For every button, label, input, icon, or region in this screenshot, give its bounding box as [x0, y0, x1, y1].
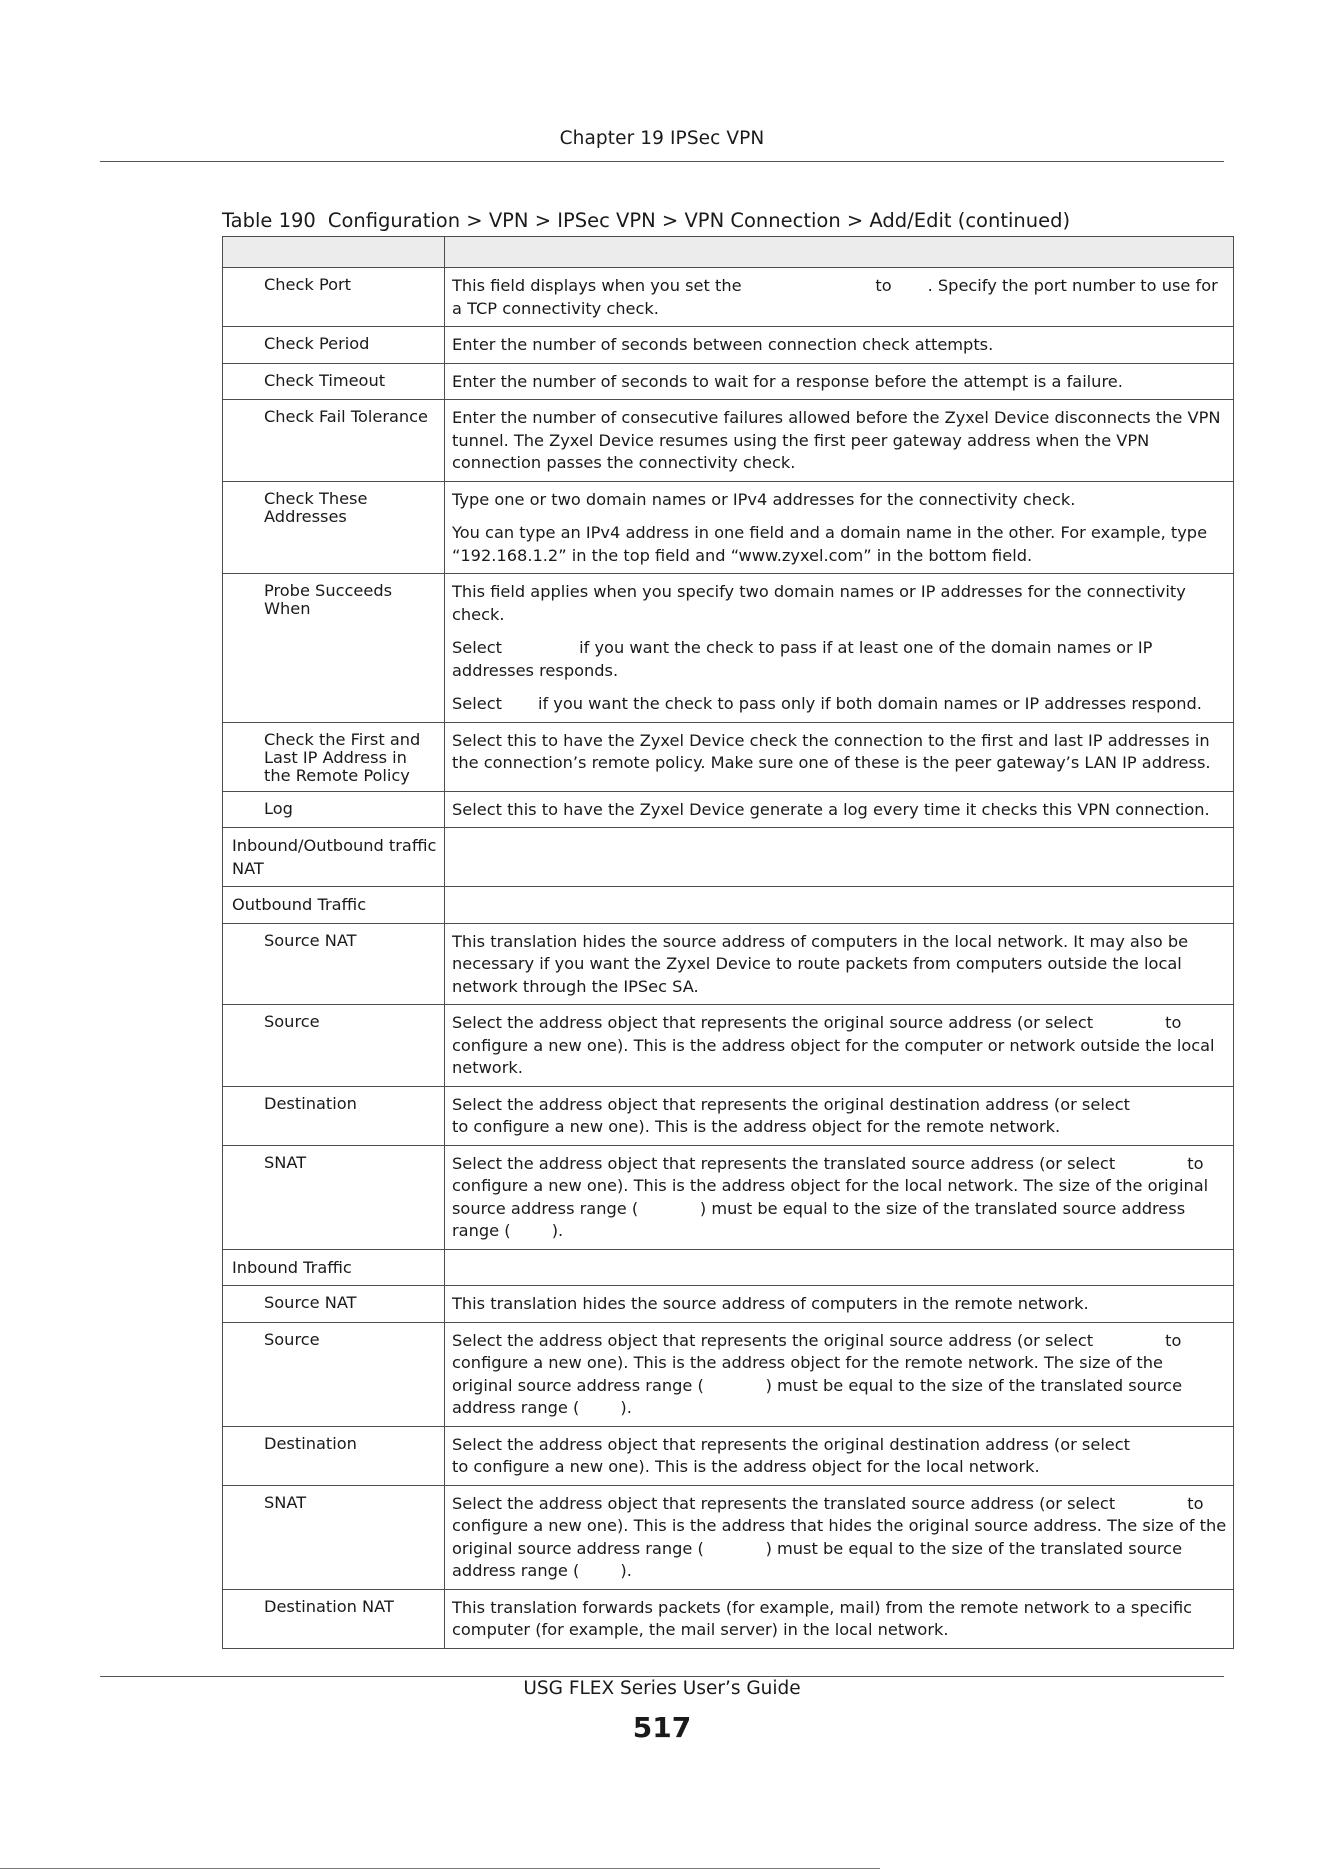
field-description-cell: [445, 268, 1234, 327]
description-paragraph: This translation hides the source address of computers in the remote network.: [452, 1294, 1089, 1313]
description-paragraph: Select the address object that represents the original destination address (or select to configure a new one). This is the address object for the local network.: [452, 1434, 1264, 1476]
description-paragraph: Select the address object that represents the original source address (or select to configure a new one). This is the address object for the computer or network outside the local network.: [452, 1013, 1220, 1077]
field-description-cell: [445, 481, 1234, 574]
field-label-cell: Check Port: [223, 268, 445, 327]
field-label-cell: Check Fail Tolerance: [223, 400, 445, 482]
description-paragraph: Select the address object that represents the translated source address (or select to configure a new one). This is the address that hides the original source address. The size of the original source address range ( ) must be equal to the size of the translated source address range ( ).: [452, 1493, 1232, 1580]
guide-title: USG FLEX Series User’s Guide: [523, 1678, 801, 1699]
description-paragraph: Select the address object that represents the original destination address (or select to configure a new one). This is the address object for the remote network.: [452, 1094, 1264, 1136]
chapter-header: Chapter 19 IPSec VPN: [559, 128, 765, 149]
table-caption: [222, 209, 1070, 232]
description-paragraph: Enter the number of consecutive failures allowed before the Zyxel Device disconnects the VPN tunnel. The Zyxel Device resumes using the first peer gateway address when the VPN connection passes the connectivity check.: [452, 408, 1226, 472]
table-row: [223, 1589, 1234, 1648]
field-label-cell: Source: [223, 1005, 445, 1087]
description-paragraph: You can type an IPv4 address in one field and a domain name in the other. For example, type “192.168.1.2” in the top field and “www.zyxel.com” in the bottom field.: [452, 523, 1213, 565]
table-row: [223, 1086, 1234, 1145]
description-paragraph: Select the address object that represents the original source address (or select to configure a new one). This is the address object for the remote network. The size of the original source address range ( ) must be equal to the size of the translated source address range ( ).: [452, 1330, 1188, 1417]
description-paragraph: This field applies when you specify two domain names or IP addresses for the connectivity check.: [452, 582, 1191, 624]
description-paragraph: This translation forwards packets (for example, mail) from the remote network to a specific computer (for example, the mail server) in the local network.: [452, 1597, 1198, 1639]
config-table: [222, 236, 1264, 1649]
field-label-cell: Destination: [223, 1086, 445, 1145]
description-paragraph: Select this to have the Zyxel Device generate a log every time it checks this VPN connection.: [452, 799, 1210, 819]
table-row: [223, 268, 1234, 327]
field-description-cell: [445, 791, 1234, 828]
description-paragraph: Select if you want the check to pass only if both domain names or IP addresses respond.: [452, 694, 1202, 713]
table-path: Configuration > VPN > IPSec VPN > VPN Connection > Add/Edit (continued): [327, 209, 1071, 232]
field-label-cell: Source NAT: [223, 1286, 445, 1323]
field-label-cell: Check Timeout: [223, 363, 445, 400]
field-label-cell: Source: [223, 1322, 445, 1426]
field-label-cell: Destination NAT: [223, 1589, 445, 1648]
description-paragraph: Select if you want the check to pass if at least one of the domain names or IP addresses responds.: [452, 638, 1158, 680]
description-paragraph: Select the address object that represents the translated source address (or select to configure a new one). This is the address object for the local network. The size of the original source address range ( ) must be equal to the size of the translated source address range ( ).: [452, 1153, 1214, 1240]
table-row: [223, 1005, 1234, 1087]
field-label-cell: SNAT: [223, 1145, 445, 1249]
description-paragraph: This field displays when you set the to . Specify the port number to use for a TCP connectivity check.: [452, 276, 1223, 318]
table-row: [223, 1485, 1234, 1589]
field-description-cell: [445, 1145, 1234, 1249]
header-cell-description: [445, 237, 1234, 268]
table-row: [223, 828, 1234, 887]
page-number: 517: [632, 1711, 692, 1744]
table-row: [223, 327, 1234, 364]
field-description-cell: [445, 1005, 1234, 1087]
field-label-cell: Inbound Traffic: [223, 1249, 445, 1286]
field-description-cell: [445, 1249, 1234, 1286]
table-row: [223, 1249, 1234, 1286]
header-rule: [100, 161, 1224, 162]
table-row: [223, 481, 1234, 574]
table-header-row: [223, 237, 1234, 268]
footer-rule: [100, 1676, 1224, 1677]
field-description-cell: [445, 1086, 1264, 1145]
field-label-cell: Log: [223, 791, 445, 828]
table-row: [223, 1322, 1234, 1426]
field-description-cell: [445, 327, 1234, 364]
field-description-cell: [445, 923, 1234, 1005]
field-label-cell: Check Period: [223, 327, 445, 364]
table-row: [223, 574, 1234, 723]
field-description-cell: [445, 1426, 1264, 1485]
description-paragraph: This translation hides the source address of computers in the local network. It may also be necessary if you want the Zyxel Device to route packets from computers outside the local network through the IPSec SA.: [452, 931, 1194, 996]
header-cell-label: [223, 237, 445, 268]
table-row: [223, 363, 1234, 400]
field-label-cell: Destination: [223, 1426, 445, 1485]
field-label-cell: Inbound/Outbound traffic NAT: [223, 828, 445, 887]
description-paragraph: Enter the number of seconds between connection check attempts.: [452, 335, 994, 354]
field-label-cell: Probe Succeeds When: [223, 574, 445, 723]
field-description-cell: [445, 400, 1234, 482]
field-description-cell: [445, 828, 1234, 887]
field-description-cell: [445, 722, 1234, 791]
table-row: [223, 1145, 1234, 1249]
table-row: [223, 791, 1234, 828]
bottom-edge-rule: [0, 1868, 880, 1869]
table-row: [223, 923, 1234, 1005]
table-row: [223, 722, 1234, 791]
field-label-cell: SNAT: [223, 1485, 445, 1589]
table-number: Table 190: [222, 209, 316, 232]
description-paragraph: Enter the number of seconds to wait for a response before the attempt is a failure.: [452, 371, 1123, 391]
field-description-cell: [445, 1589, 1234, 1648]
field-description-cell: [445, 363, 1234, 400]
description-paragraph: Type one or two domain names or IPv4 addresses for the connectivity check.: [452, 489, 1076, 509]
field-label-cell: Check the First and Last IP Address in the Remote Policy: [223, 722, 445, 791]
description-paragraph: Select this to have the Zyxel Device check the connection to the first and last IP addresses in the connection’s remote policy. Make sure one of these is the peer gateway’s LAN IP address.: [452, 730, 1215, 772]
field-label-cell: Check These Addresses: [223, 481, 445, 574]
table-row: [223, 1286, 1234, 1323]
field-description-cell: [445, 1485, 1234, 1589]
field-label-cell: Outbound Traffic: [223, 887, 445, 924]
field-description-cell: [445, 574, 1234, 723]
field-label-cell: Source NAT: [223, 923, 445, 1005]
field-description-cell: [445, 887, 1234, 924]
field-description-cell: [445, 1286, 1234, 1323]
table-row: [223, 400, 1234, 482]
table-row: [223, 1426, 1234, 1485]
field-description-cell: [445, 1322, 1234, 1426]
table-row: [223, 887, 1234, 924]
